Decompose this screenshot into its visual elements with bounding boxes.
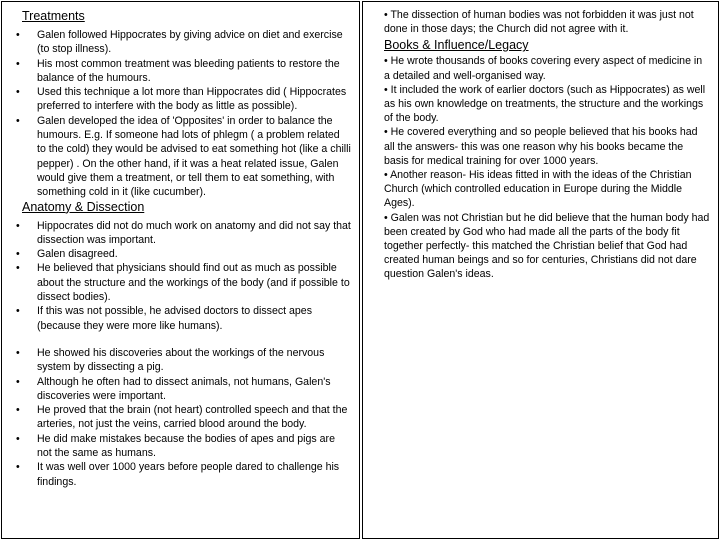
bullet-icon: • [16,219,20,232]
anatomy-heading: Anatomy & Dissection [22,199,145,214]
dissection-note: • The dissection of human bodies was not forbidden it was just not done in those days; the Church did not agree with it. [384,9,694,36]
bullet-icon: • [16,29,20,41]
legacy-paragraph: • He covered everything and so people believed that his books had all the answers- this was one reason why his books became the basis for medical training for over 1000 years. [384,126,698,167]
bullet-icon: • [16,461,20,474]
left-panel [1,1,360,539]
bullet-icon: • [16,248,20,261]
bullet-icon: • [16,114,20,127]
list-item: • Hippocrates did not do much work on anatomy and did not say that dissection was important. [16,219,351,246]
list-item: • Galen developed the idea of 'Opposites' in order to balance the humours. E.g. If someone had lots of phlegm ( a problem related to the cold) they would be advised to eat something hot (like a chilli pepper) . On the other hand, if it was a heat related issue, Galen would give them a treatment, or tell them to eat something, with something cold in it (like cucumber). [16,114,351,199]
list-item: • It was well over 1000 years before people dared to challenge his findings. [16,461,340,488]
list-item: • He did make mistakes because the bodies of apes and pigs are not the same as humans. [16,432,335,460]
bullet-icon: • [16,262,20,275]
treatments-heading: Treatments [22,9,85,23]
legacy-paragraph: • Galen was not Christian but he did believe that the human body had been created by God who had made all the parts of the body fit together perfectly- this matched the Christian belief that God had created human beings and so for centuries, Christians did not dare question Galen's ideas. [384,211,710,281]
spacer [16,333,351,346]
bullet-icon: • [16,404,20,417]
list-item: • He believed that physicians should find out as much as possible about the structure and the workings of the body (and if possible to dissect bodies). [16,262,350,304]
list-item: • He showed his discoveries about the workings of the nervous system by dissecting a pig. [16,346,325,374]
bullet-icon: • [16,305,20,318]
bullet-icon: • [16,57,20,70]
list-item: • His most common treatment was bleeding patients to restore the balance of the humours. [16,57,340,84]
treatments-list [16,28,351,200]
list-item: • Galen disagreed. [16,248,118,261]
legacy-paragraph: • It included the work of earlier doctors (such as Hippocrates) as well as his own knowledge on treatments, the structure and the workings of the body. [384,83,706,125]
legacy-paragraph: • He wrote thousands of books covering every aspect of medicine in a detailed and well-organised way. [384,55,703,82]
list-item: • If this was not possible, he advised doctors to dissect apes (because they were more like humans). [16,305,312,332]
list-item: • He proved that the brain (not heart) controlled speech and that the arteries, not just the veins, carried blood around the body. [16,404,348,431]
list-item: • Although he often had to dissect animals, not humans, Galen's discoveries were important. [16,375,331,402]
bullet-icon: • [16,432,20,445]
anatomy-list-a [16,219,351,333]
bullet-icon: • [16,375,20,388]
bullet-icon: • [16,86,20,99]
anatomy-list-b [16,346,351,489]
right-panel [362,1,719,539]
list-item: • Used this technique a lot more than Hippocrates did ( Hippocrates preferred to interfere with the body as little as possible). [16,86,347,113]
bullet-icon: • [16,346,20,359]
list-item: • Galen followed Hippocrates by giving advice on diet and exercise (to stop illness). [16,29,343,56]
legacy-heading: Books & Influence/Legacy [384,38,529,53]
legacy-paragraph: • Another reason- His ideas fitted in with the ideas of the Christian Church (which controlled education in Europe during the Middle Ages). [384,169,692,210]
